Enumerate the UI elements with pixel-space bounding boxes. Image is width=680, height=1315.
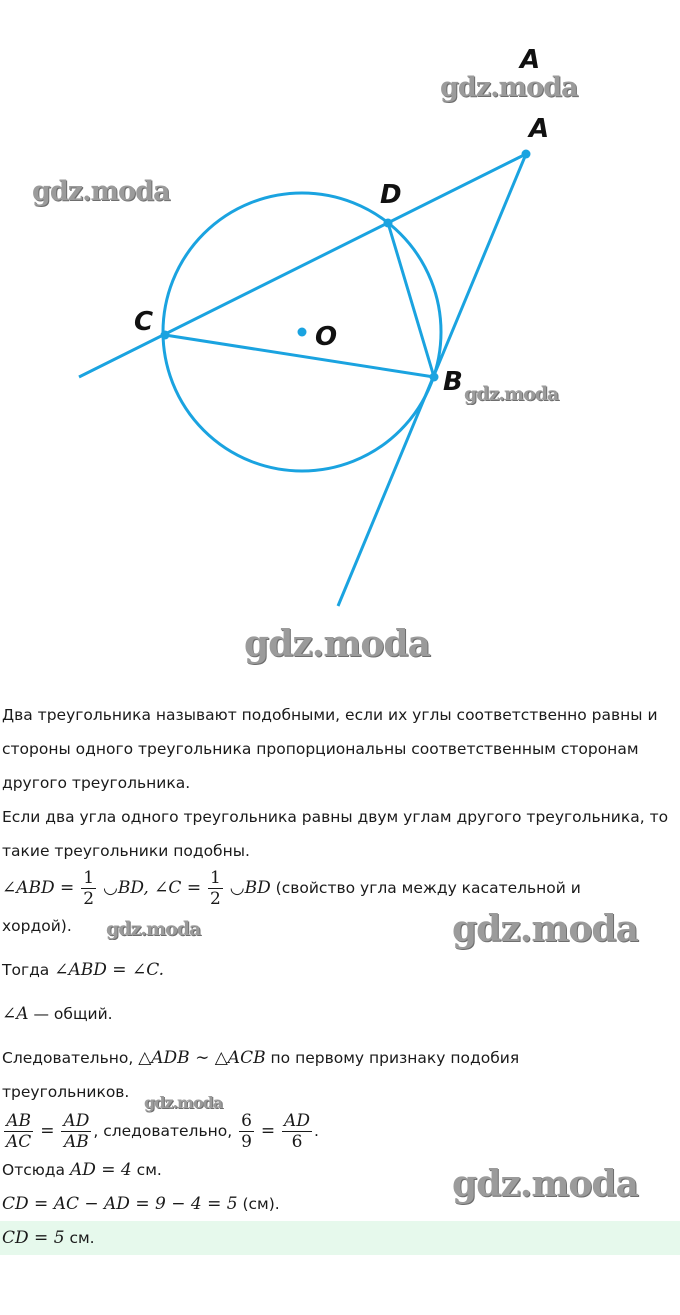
common-angle-math: ∠A	[2, 1004, 29, 1024]
solution-text	[0, 698, 680, 1255]
point-a	[522, 150, 531, 159]
eq-arc-bd: ◡BD	[229, 878, 271, 898]
common-angle-line: ∠A — общий.	[2, 1004, 113, 1024]
label-c: C	[134, 307, 154, 337]
ratio-line: $\frac{AB}{AC}$ = $\frac{AD}{AB}$ , следовательно, $\frac{6}{9}$ = $\frac{AD}{6}$ .	[6, 1111, 319, 1152]
fraction-ad-ab: $\frac{AD}{AB}$	[63, 1111, 90, 1152]
cd-calculation-line: CD = AC − AD = 9 − 4 = 5 (см).	[2, 1194, 280, 1214]
watermark-5: gdz.moda	[106, 918, 201, 940]
similarity-math: △ADB ∼ △ACB	[138, 1048, 266, 1068]
definition-line-3: другого треугольника.	[2, 774, 191, 792]
tangent-chord-note: (свойство угла между касательной и	[275, 879, 581, 897]
watermark-3: gdz.moda	[464, 383, 559, 405]
point-c	[161, 331, 170, 340]
watermark-8: gdz.moda	[452, 1163, 638, 1205]
eq-angle-abd: ∠ABD =	[2, 878, 75, 898]
then-math: ∠ABD = ∠C.	[54, 960, 164, 980]
angle-equation-line	[0, 868, 680, 909]
watermark-4: gdz.moda	[244, 623, 430, 665]
definition-line-2: стороны одного треугольника пропорциональны соответственным сторонам	[2, 740, 639, 758]
hence-math: AD = 4	[69, 1160, 132, 1180]
answer-line: CD = 5 см.	[0, 1221, 680, 1255]
watermark-6: gdz.moda	[452, 908, 638, 950]
label-a: A	[529, 114, 550, 144]
chord-cb	[165, 335, 434, 377]
label-a-top: A	[520, 45, 541, 75]
criterion-line-2: такие треугольники подобны.	[2, 842, 250, 860]
watermark-2: gdz.moda	[32, 176, 170, 207]
fraction-half-2: $\frac{1}{2}$	[210, 868, 221, 909]
label-d: D	[380, 180, 402, 210]
tangent-chord-note-end: хордой).	[2, 917, 72, 935]
label-o: O	[315, 322, 338, 352]
then-line: Тогда ∠ABD = ∠C.	[2, 960, 164, 980]
point-b	[430, 373, 439, 382]
criterion-line-1: Если два угла одного треугольника равны двум углам другого треугольника, то	[2, 808, 669, 826]
watermark-1: gdz.moda	[440, 72, 578, 103]
fraction-6-9: $\frac{6}{9}$	[241, 1111, 252, 1152]
label-b: B	[443, 367, 463, 397]
similarity-line: Следовательно, △ADB ∼ △ACB по первому признаку подобия	[2, 1048, 520, 1068]
cd-calculation-math: CD = AC − AD = 9 − 4 = 5	[2, 1194, 238, 1214]
fraction-ad-6: $\frac{AD}{6}$	[284, 1111, 310, 1152]
point-o	[298, 328, 307, 337]
similarity-line-end: треугольников.	[2, 1083, 130, 1101]
point-d	[384, 219, 393, 228]
watermark-7: gdz.moda	[144, 1093, 223, 1112]
definition-line-1: Два треугольника называют подобными, если их углы соответственно равны и	[2, 706, 658, 724]
answer-math: CD = 5	[2, 1228, 65, 1248]
hence-line: Отсюда AD = 4 см.	[2, 1160, 162, 1180]
eq-arc-bd-angle-c: ◡BD, ∠C =	[103, 878, 202, 898]
fraction-half-1: $\frac{1}{2}$	[83, 868, 95, 909]
fraction-ab-ac: $\frac{AB}{AC}$	[6, 1111, 32, 1152]
